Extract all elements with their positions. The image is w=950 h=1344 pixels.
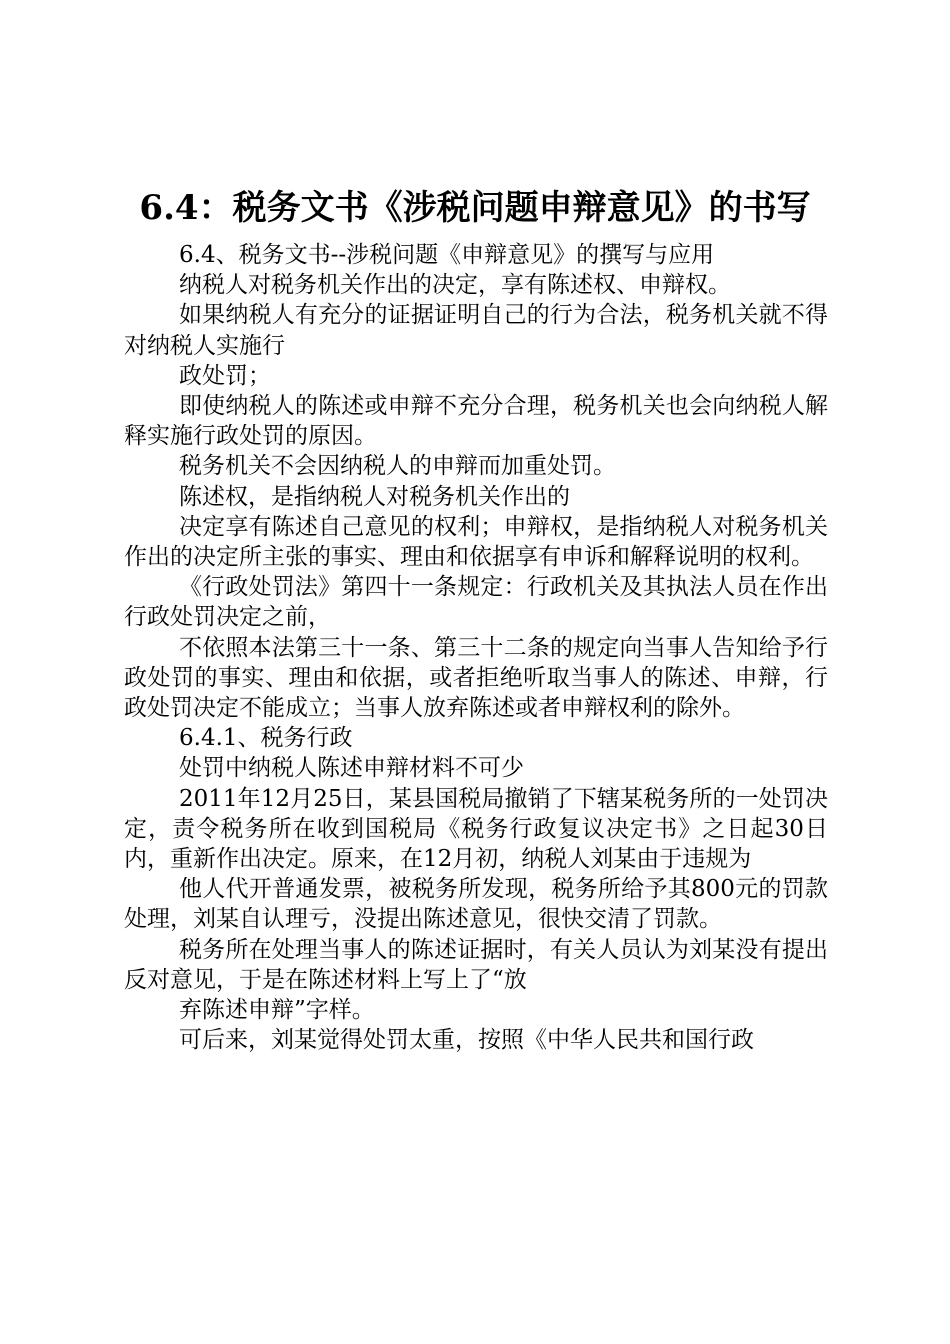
paragraph: 2011年12月25日，某县国税局撤销了下辖某税务所的一处罚决定，责令税务所在收到国税局《税务行政复议决定书》之日起30日内，重新作出决定。原来，在12月初，纳税人刘某由于违规为	[124, 785, 828, 873]
paragraph: 陈述权，是指纳税人对税务机关作出的	[179, 483, 570, 510]
paragraph: 决定享有陈述自己意见的权利；申辩权，是指纳税人对税务机关作出的决定所主张的事实、理由和依据享有申诉和解释说明的权利。	[124, 513, 828, 571]
paragraph: 6.4、税务文书--涉税问题《申辩意见》的撰写与应用	[179, 242, 715, 268]
section-heading: 6.4.1、税务行政	[179, 725, 353, 752]
paragraph: 即使纳税人的陈述或申辩不充分合理，税务机关也会向纳税人解释实施行政处罚的原因。	[124, 393, 828, 450]
paragraph: 处罚中纳税人陈述申辩材料不可少	[179, 755, 524, 782]
paragraph: 他人代开普通发票，被税务所发现，税务所给予其800元的罚款处理，刘某自认理亏，没提出陈述意见，很快交清了罚款。	[124, 876, 828, 933]
paragraph: 税务所在处理当事人的陈述证据时，有关人员认为刘某没有提出反对意见，于是在陈述材料上写上了“放	[124, 936, 828, 993]
paragraph: 税务机关不会因纳税人的申辩而加重处罚。	[179, 453, 616, 480]
paragraph: 不依照本法第三十一条、第三十二条的规定向当事人告知给予行政处罚的事实、理由和依据，或者拒绝听取当事人的陈述、申辩，行政处罚决定不能成立；当事人放弃陈述或者申辩权利的除外。	[124, 634, 828, 722]
paragraph: 纳税人对税务机关作出的决定，享有陈述权、申辩权。	[179, 272, 731, 299]
paragraph: 弃陈述申辩”字样。	[179, 997, 375, 1024]
paragraph: 《行政处罚法》第四十一条规定：行政机关及其执法人员在作出行政处罚决定之前，	[124, 574, 828, 631]
paragraph: 如果纳税人有充分的证据证明自己的行为合法，税务机关就不得对纳税人实施行	[124, 302, 828, 359]
paragraph: 可后来，刘某觉得处罚太重，按照《中华人民共和国行政	[179, 1027, 754, 1054]
document-title: 6.4：税务文书《涉税问题申辩意见》的书写	[139, 188, 811, 228]
paragraph: 政处罚；	[179, 362, 271, 389]
document-body	[124, 240, 828, 1055]
